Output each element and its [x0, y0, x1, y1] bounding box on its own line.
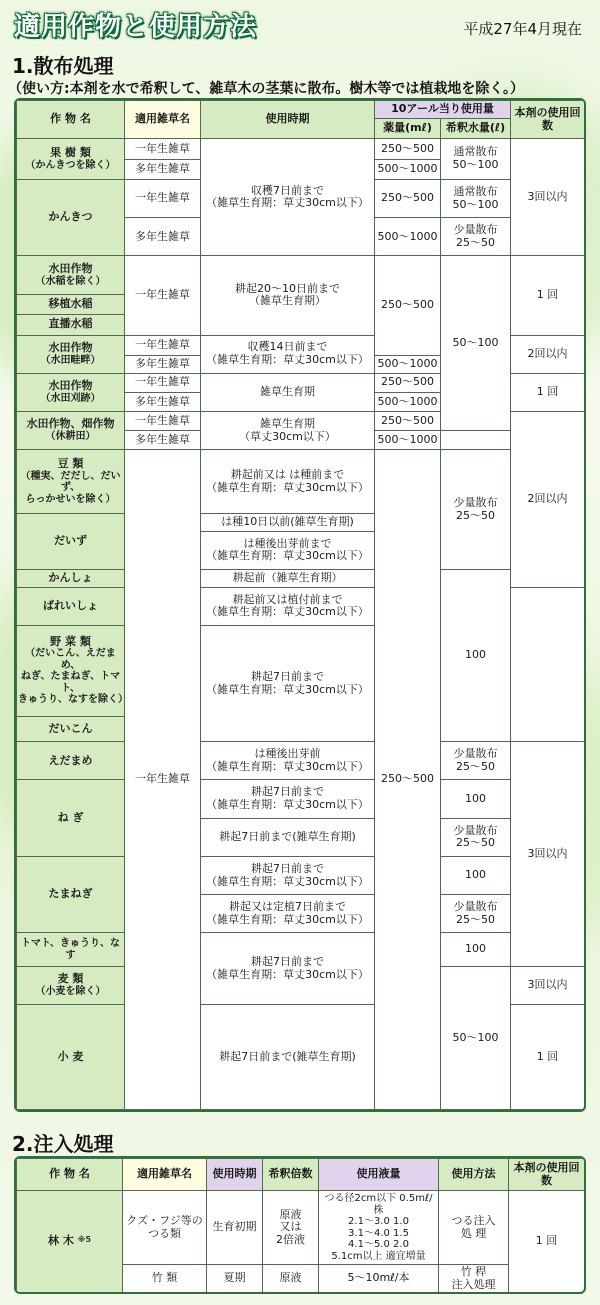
inj-header-weed: 適用雑草名: [123, 1159, 207, 1191]
weed-cell: 一年生雑草: [125, 256, 201, 335]
inj-amount-vine: つる径2cm以下 0.5mℓ/株 2.1～3.0 1.0 3.1～4.0 1.5 4.1～5.0 2.0 5.1cm以上 適宜増量: [319, 1191, 439, 1265]
inj-time-summer: 夏期: [207, 1265, 263, 1293]
weed-cell: 多年生雑草: [125, 355, 201, 373]
inj-count: 1 回: [509, 1191, 585, 1293]
dose-cell: 500～1000: [375, 159, 441, 179]
water-cell: 少量散布 25～50: [441, 218, 511, 256]
dose-cell: 250～500: [375, 139, 441, 159]
dose-cell: 250～500: [375, 411, 441, 430]
crop-wheat: 小 麦: [17, 1005, 125, 1110]
dose-cell: 250～500: [375, 450, 441, 1110]
page-title: 適用作物と使用方法: [14, 12, 258, 42]
dose-cell: 250～500: [375, 180, 441, 218]
dose-cell: 500～1000: [375, 218, 441, 256]
water-cell: 100: [441, 569, 511, 741]
water-cell: 50～100: [441, 256, 511, 431]
inj-header-amount: 使用液量: [319, 1159, 439, 1191]
injection-table-grid: [16, 1158, 585, 1293]
count-cell: 3回以内: [511, 742, 585, 967]
weed-cell: 多年生雑草: [125, 431, 201, 450]
crop-fallow: 水田作物、畑作物 （休耕田）: [17, 411, 125, 449]
crop-paddy: 水田作物 （水稲を除く）: [17, 256, 125, 294]
timing-cell: 耕起20～10日前まで （雑草生育期）: [201, 256, 375, 335]
timing-cell: は種後出芽前まで （雑草生育期：草丈30cm以下）: [201, 531, 375, 569]
inj-weed-bamboo: 竹 類: [123, 1265, 207, 1293]
dose-cell: 500～1000: [375, 355, 441, 373]
water-cell: 通常散布 50～100: [441, 139, 511, 180]
water-cell: 50～100: [441, 966, 511, 1109]
weed-cell: 一年生雑草: [125, 335, 201, 355]
header-crop: 作 物 名: [17, 101, 125, 139]
inj-time-early: 生育初期: [207, 1191, 263, 1265]
spray-table-grid: [16, 100, 585, 1110]
section1-title: 1.散布処理: [12, 54, 114, 78]
crop-transplant-rice: 移植水稲: [17, 294, 125, 314]
water-cell: 少量散布 25～50: [441, 450, 511, 570]
header-timing: 使用時期: [201, 101, 375, 139]
water-cell: 通常散布 50～100: [441, 180, 511, 218]
crop-beans: 豆 類 （種実、だだし、だいず、 らっかせいを除く）: [17, 450, 125, 514]
weed-cell: 一年生雑草: [125, 450, 201, 1110]
timing-cell: 雑草生育期: [201, 373, 375, 411]
crop-direct-rice: 直播水稲: [17, 315, 125, 335]
timing-cell: 耕起7日前まで （雑草生育期：草丈30cm以下）: [201, 856, 375, 894]
header-dose-group: 10アール当り使用量: [375, 101, 511, 119]
section1-note: （使い方:本剤を水で希釈して、雑草木の茎葉に散布。樹木等では植栽地を除く。）: [8, 81, 525, 97]
inj-header-crop: 作 物 名: [17, 1159, 123, 1191]
weed-cell: 一年生雑草: [125, 411, 201, 430]
crop-paddy-levee: 水田作物 （水田畦畔）: [17, 335, 125, 373]
weed-cell: 一年生雑草: [125, 373, 201, 392]
weed-cell: 一年生雑草: [125, 139, 201, 159]
timing-cell: 収穫14日前まで （雑草生育期：草丈30cm以下）: [201, 335, 375, 373]
inj-crop-forest: 林 木 $^{※5}$: [17, 1191, 123, 1293]
injection-table: [14, 1156, 586, 1294]
crop-sweet-potato: かんしょ: [17, 569, 125, 587]
inj-header-timing: 使用時期: [207, 1159, 263, 1191]
count-cell: 2回以内: [511, 335, 585, 373]
count-cell: 1 回: [511, 1005, 585, 1110]
count-cell: 1 回: [511, 256, 585, 335]
inj-ratio: 原液 又は 2倍液: [263, 1191, 319, 1265]
dose-cell: 500～1000: [375, 431, 441, 450]
water-cell: 100: [441, 780, 511, 818]
water-cell: 少量散布 25～50: [441, 818, 511, 856]
inj-header-count: 本剤の使用回数: [509, 1159, 585, 1191]
crop-paddy-stubble: 水田作物 （水田刈跡）: [17, 373, 125, 411]
crop-leek: ね ぎ: [17, 780, 125, 856]
crop-tomato: トマト、きゅうり、なす: [17, 933, 125, 966]
timing-cell: 耕起又は定植7日前まで （雑草生育期：草丈30cm以下）: [201, 895, 375, 933]
inj-ratio-2: 原液: [263, 1265, 319, 1293]
crop-citrus: かんきつ: [17, 180, 125, 256]
crop-barley: 麦 類 （小麦を除く）: [17, 966, 125, 1004]
weed-cell: 一年生雑草: [125, 180, 201, 218]
header-count: 本剤の使用回数: [511, 101, 585, 139]
weed-cell: 多年生雑草: [125, 392, 201, 411]
timing-cell: 耕起前又は は種前まで （雑草生育期：草丈30cm以下）: [201, 450, 375, 514]
spray-table: [14, 98, 586, 1112]
header-water: 希釈水量(ℓ): [441, 118, 511, 138]
timing-cell: 耕起前又は植付前まで （雑草生育期：草丈30cm以下）: [201, 587, 375, 625]
inj-method-vine: つる注入 処 理: [439, 1191, 509, 1265]
inj-amount-bamboo: 5～10mℓ/本: [319, 1265, 439, 1293]
crop-fruit-trees: 果 樹 類 （かんきつを除く）: [17, 139, 125, 180]
water-cell: 100: [441, 856, 511, 894]
dose-cell: 250～500: [375, 373, 441, 392]
timing-cell: 耕起7日前まで （雑草生育期：草丈30cm以下）: [201, 626, 375, 742]
timing-cell: 耕起7日前まで(雑草生育期): [201, 1005, 375, 1110]
weed-cell: 多年生雑草: [125, 218, 201, 256]
timing-cell: 耕起7日前まで （雑草生育期：草丈30cm以下）: [201, 933, 375, 1005]
timing-cell: 収穫7日前まで （雑草生育期：草丈30cm以下）: [201, 139, 375, 256]
crop-radish: だいこん: [17, 716, 125, 741]
inj-header-method: 使用方法: [439, 1159, 509, 1191]
timing-cell: 耕起7日前まで （雑草生育期：草丈30cm以下）: [201, 780, 375, 818]
header: [0, 0, 600, 48]
crop-edamame: えだまめ: [17, 742, 125, 780]
count-cell: 1 回: [511, 373, 585, 411]
water-cell: 少量散布 25～50: [441, 742, 511, 780]
timing-cell: は種後出芽前 （雑草生育期：草丈30cm以下）: [201, 742, 375, 780]
count-cell: 3回以内: [511, 966, 585, 1004]
count-cell: 2回以内: [511, 411, 585, 587]
crop-onion: たまねぎ: [17, 856, 125, 932]
count-cell: 3回以内: [511, 139, 585, 256]
weed-cell: 多年生雑草: [125, 159, 201, 179]
inj-header-ratio: 希釈倍数: [263, 1159, 319, 1191]
header-weed: 適用雑草名: [125, 101, 201, 139]
inj-weed-vine: クズ・フジ等の つる類: [123, 1191, 207, 1265]
inj-method-bamboo: 竹 稈 注入処理: [439, 1265, 509, 1293]
water-cell: 少量散布 25～50: [441, 895, 511, 933]
crop-vegetables: 野 菜 類 （だいこん、えだまめ、 ねぎ、たまねぎ、トマト、 きゅうり、なすを除く）: [17, 626, 125, 717]
crop-potato: ばれいしょ: [17, 587, 125, 625]
timing-cell: 雑草生育期 （草丈30cm以下）: [201, 411, 375, 449]
dose-cell: 500～1000: [375, 392, 441, 411]
timing-cell: 耕起前（雑草生育期）: [201, 569, 375, 587]
crop-soybean: だいず: [17, 513, 125, 569]
timing-cell: は種10日以前(雑草生育期): [201, 513, 375, 531]
water-cell: 100: [441, 933, 511, 966]
date-note: 平成27年4月現在: [463, 20, 582, 38]
timing-cell: 耕起7日前まで(雑草生育期): [201, 818, 375, 856]
dose-cell: 250～500: [375, 256, 441, 355]
section2-title: 2.注入処理: [12, 1132, 114, 1156]
header-dose: 薬量(mℓ): [375, 118, 441, 138]
